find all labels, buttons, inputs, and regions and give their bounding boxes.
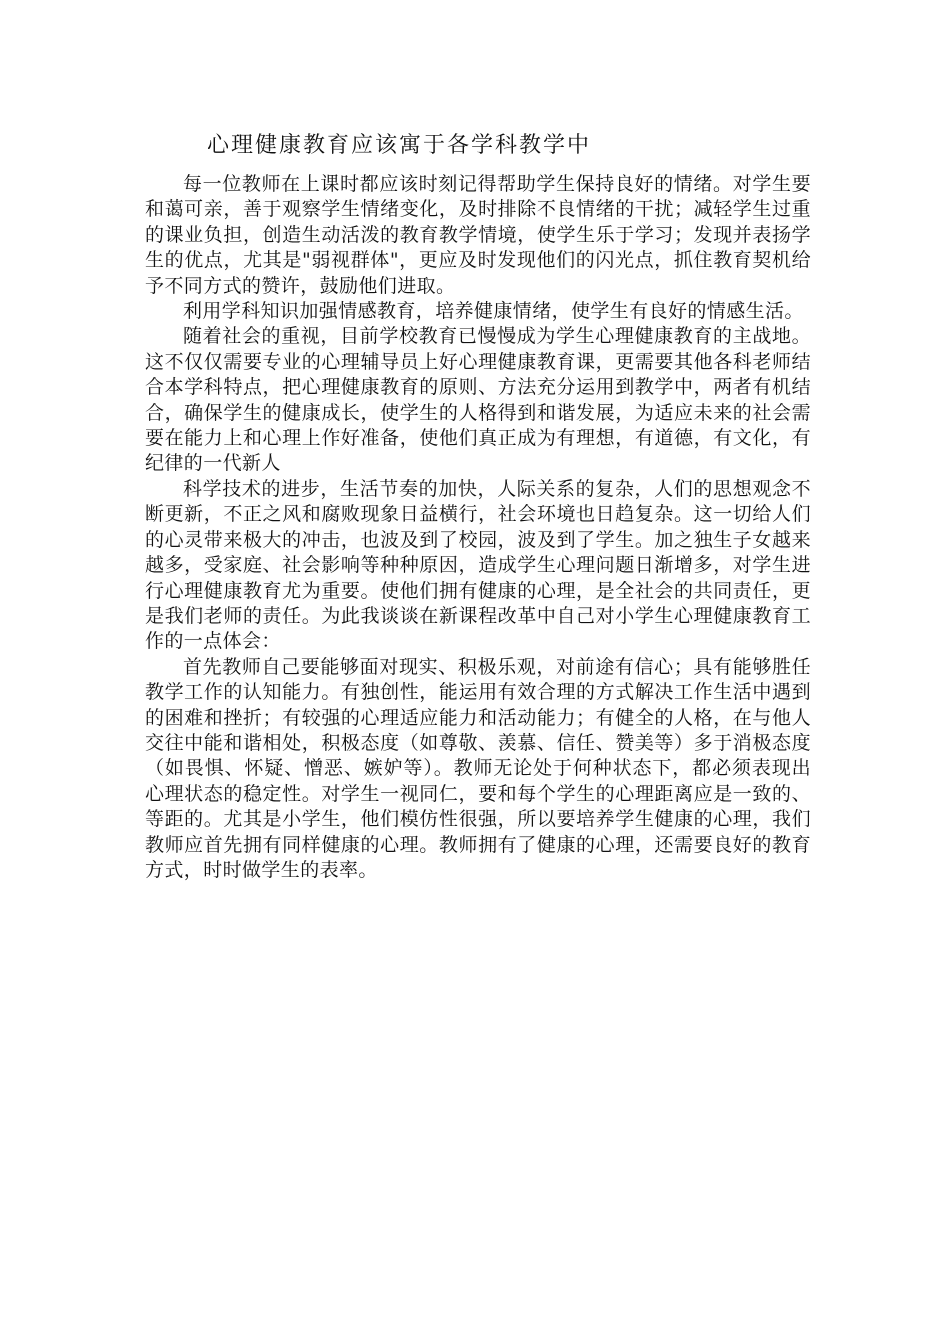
paragraph-5: 首先教师自己要能够面对现实、积极乐观，对前途有信心；具有能够胜任教学工作的认知能力。有独创性，能运用有效合理的方式解决工作生活中遇到的困难和挫折；有较强的心理适应能力和活动能力；有健全的人格，在与他人交往中能和谐相处，积极态度（如尊敬、羡慕、信任、赞美等）多于消极态度（如畏惧、怀疑、憎恶、嫉妒等）。教师无论处于何种状态下，都必须表现出心理状态的稳定性。对学生一视同仁，要和每个学生的心理距离应是一致的、等距的。尤其是小学生，他们模仿性很强，所以要培养学生健康的心理，我们教师应首先拥有同样健康的心理。教师拥有了健康的心理，还需要良好的教育方式，时时做学生的表率。 [145,655,811,881]
paragraph-1: 每一位教师在上课时都应该时刻记得帮助学生保持良好的情绪。对学生要和蔼可亲，善于观察学生情绪变化，及时排除不良情绪的干扰；减轻学生过重的课业负担，创造生动活泼的教育教学情境，使学生乐于学习；发现并表扬学生的优点，尤其是"弱视群体"，更应及时发现他们的闪光点，抓住教育契机给予不同方式的赞许，鼓励他们进取。 [145,173,811,297]
paragraph-3: 随着社会的重视，目前学校教育已慢慢成为学生心理健康教育的主战地。这不仅仅需要专业的心理辅导员上好心理健康教育课，更需要其他各科老师结合本学科特点，把心理健康教育的原则、方法充分运用到教学中，两者有机结合，确保学生的健康成长，使学生的人格得到和谐发展，为适应未来的社会需要在能力上和心理上作好准备，使他们真正成为有理想，有道德，有文化，有纪律的一代新人 [145,325,811,475]
paragraph-4: 科学技术的进步，生活节奏的加快，人际关系的复杂，人们的思想观念不断更新，不正之风和腐败现象日益横行，社会环境也日趋复杂。这一切给人们的心灵带来极大的冲击，也波及到了校园，波及到了学生。加之独生子女越来越多，受家庭、社会影响等种种原因，造成学生心理问题日渐增多，对学生进行心理健康教育尤为重要。使他们拥有健康的心理，是全社会的共同责任，更是我们老师的责任。为此我谈谈在新课程改革中自己对小学生心理健康教育工作的一点体会： [145,477,811,653]
document-page [145,128,811,883]
document-title: 心理健康教育应该寓于各学科教学中 [207,133,592,158]
paragraph-2: 利用学科知识加强情感教育，培养健康情绪，使学生有良好的情感生活。 [183,300,804,323]
